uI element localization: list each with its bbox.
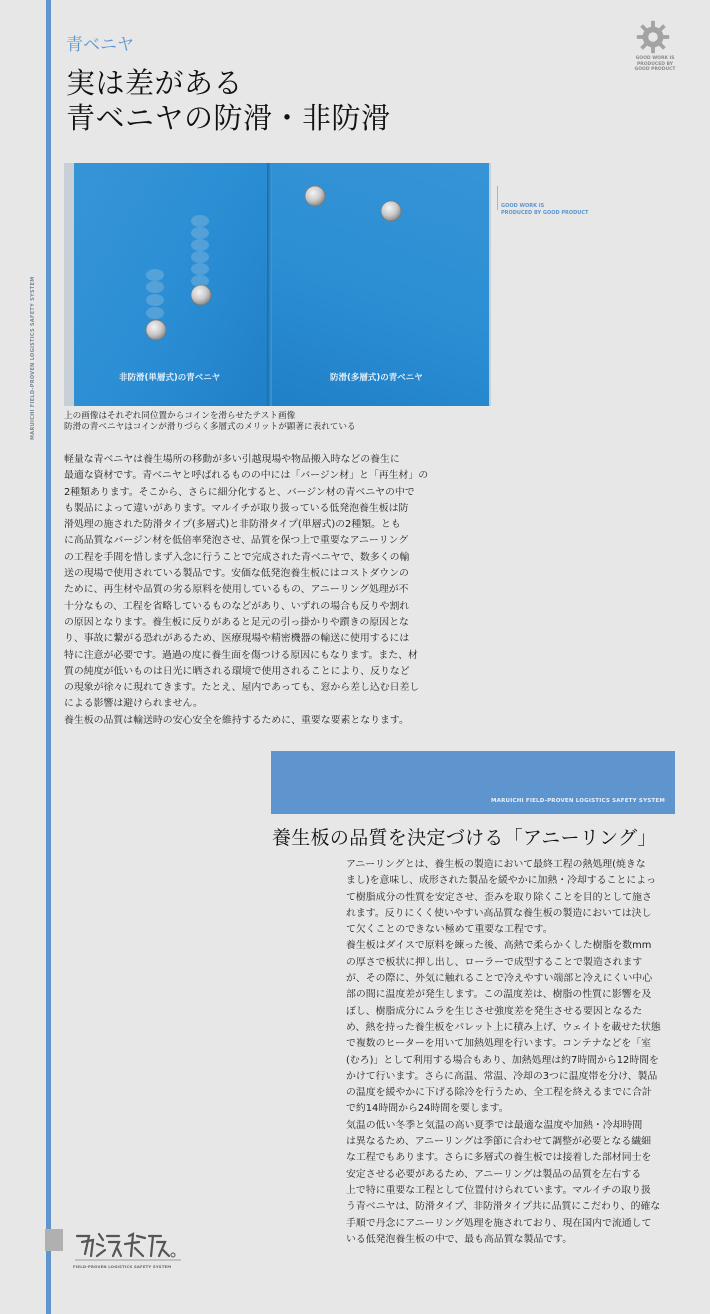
section2-title: 養生板の品質を決定づける「アニーリング」 <box>272 827 657 849</box>
annealing-paragraph: アニーリングとは、養生板の製造において最終工程の熱処理(焼きな まし)を意味し、成形された製品を緩やかに加熱・冷却することによっ て樹脂成分の性質を安定させ、歪みを取り除くことを目的として施さ れます。反りにくく使いやすい高品質な養生板の製造においては決し て欠くことのできない極めて重要な工程です。 養生板はダイスで原料を練った後、高熱で柔らかくした樹脂を数mm の厚さで板状に押し出し、ローラーで成型することで製造されます が、その際に、外気に触れることで冷えやすい端部と冷えにくい中心 部の間に温度差が発生します。この温度差は、樹脂の性質に影響を及 ぼし、樹脂成分にムラを生じさせ強度差を発生させる要因となるた め、熱を持った養生板をパレット上に積み上げ、ウェイトを載せた状態 で複数のヒーターを用いて加熱処理を行います。コンテナなどを「室 (むろ)」として利用する場合もあり、加熱処理は約7時間から12時間を かけて行います。さらに高温、常温、冷却の3つに温度帯を分け、製品 の温度を緩やかに下げる除冷を行うため、全工程を終えるまでに合計 で約14時間から24時間を要します。 気温の低い冬季と気温の高い夏季では最適な温度や加熱・冷却時間 は異なるため、アニーリングは季節に合わせて調整が必要となる繊細 な工程でもあります。さらに多層式の養生板では接着した部材同士を 安定させる必要があるため、アニーリングは製品の品質を左右する 上で特に重要な工程として位置付けられています。マルイチの取り扱 う青ベニヤは、防滑タイプ、非防滑タイプ共に品質にこだわり、的確な 手順で丹念にアニーリング処理を施されており、現在国内で流通して いる低発泡養生板の中で、最も高品質な製品です。 <box>346 859 661 1245</box>
coin-test-photo <box>64 163 491 406</box>
accent-vertical-bar <box>46 0 51 1314</box>
side-divider <box>497 186 498 210</box>
gear-logo-icon <box>634 18 672 56</box>
section-band <box>271 751 675 814</box>
category-label: 青ベニヤ <box>66 35 134 55</box>
side-brand-tagline: GOOD WORK IS PRODUCED BY GOOD PRODUCT <box>501 203 589 216</box>
brand-tagline-top: GOOD WORK IS PRODUCED BY GOOD PRODUCT <box>634 56 676 72</box>
photo-caption: 上の画像はそれぞれ同位置からコインを滑らせたテスト画像 防滑の青ベニヤはコインが滑りづらく多層式のメリットが顕著に表れている <box>64 411 356 432</box>
page-title <box>66 66 391 136</box>
photo-label-left: 非防滑(単層式)の青ベニヤ <box>119 373 221 383</box>
photo-label-right: 防滑(多層式)の青ベニヤ <box>330 373 423 383</box>
coins-illustration <box>64 163 491 406</box>
logo-subtitle: FIELD-PROVEN LOGISTICS SAFETY SYSTEM <box>73 1264 172 1269</box>
vertical-tagline: MARUICHI FIELD-PROVEN LOGISTICS SAFETY SYSTEM <box>30 276 36 440</box>
company-logo-script <box>73 1228 183 1264</box>
title-line-1: 実は差がある <box>66 66 244 100</box>
title-line-2: 青ベニヤの防滑・非防滑 <box>66 101 391 135</box>
intro-paragraph: 軽量な青ベニヤは養生場所の移動が多い引越現場や物品搬入時などの養生に 最適な資材です。青ベニヤと呼ばれるものの中には「バージン材」と「再生材」の 2種類あります。そこから、さらに細分化すると、バージン材の青ベニヤの中で も製品によって違いがあります。マルイチが取り扱っている低発泡養生板は防 滑処理の施された防滑タイプ(多層式)と非防滑タイプ(単層式)の2種類。とも に高品質なバージン材を低倍率発泡させ、品質を保つ上で重要なアニーリング の工程を手間を惜しまず入念に行うことで完成された青ベニヤで、数多くの輸 送の現場で使用されている製品です。安価な低発泡養生板にはコストダウンの ために、再生材や品質の劣る原料を使用しているもの、アニーリング処理が不 十分なもの、工程を省略しているものなどがあり、いずれの場合も反りや割れ の原因となります。養生板に反りがあると足元の引っ掛かりや躓きの原因とな り、事故に繋がる恐れがあるため、医療現場や精密機器の輸送に使用するには 特に注意が必要です。過過の度に養生面を傷つける原因にもなります。また、材 質の純度が低いものは日光に晒される環境で使用されることにより、反りなど の現象が徐々に現れてきます。たとえ、屋内であっても、窓から差し込む日差し による影響は避けられません。 養生板の品質は輸送時の安心安全を維持するために、重要な要素となります。 <box>64 454 429 726</box>
band-tagline: MARUICHI FIELD-PROVEN LOGISTICS SAFETY SYSTEM <box>490 798 665 804</box>
logo-square <box>45 1229 63 1251</box>
